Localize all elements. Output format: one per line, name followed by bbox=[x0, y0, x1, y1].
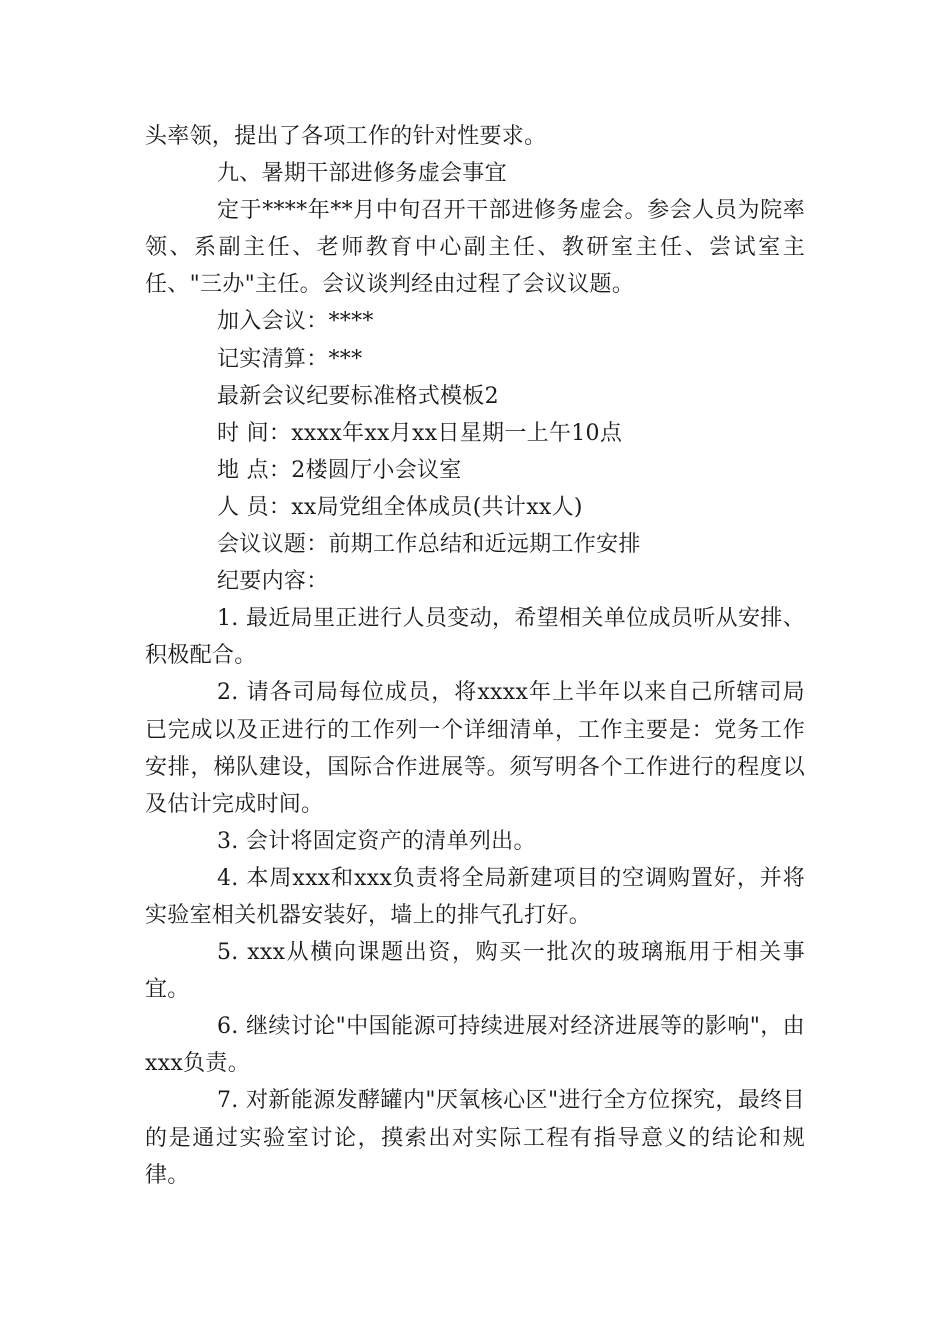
section-heading-nine: 九、暑期干部进修务虚会事宜 bbox=[217, 161, 507, 187]
minutes-item-5: 5. xxx从横向课题出资，购买一批次的玻璃瓶用于相关事宜。 bbox=[145, 940, 805, 1003]
meeting-time: 时 间：xxxx年xx月xx日星期一上午10点 bbox=[217, 420, 623, 446]
minutes-item-7: 7. 对新能源发酵罐内"厌氧核心区"进行全方位探究，最终目的是通过实验室讨论，摸索出对实际工程有指导意义的结论和规律。 bbox=[145, 1088, 805, 1188]
minutes-content-label: 纪要内容： bbox=[217, 569, 329, 595]
minutes-item-3: 3. 会计将固定资产的清单列出。 bbox=[217, 828, 536, 854]
paragraph-continuation: 头率领，提出了各项工作的针对性要求。 bbox=[145, 124, 547, 149]
template-title: 最新会议纪要标准格式模板2 bbox=[217, 383, 499, 409]
document-body bbox=[145, 118, 805, 1194]
recorder-line: 记实清算：*** bbox=[217, 346, 363, 372]
meeting-location: 地 点：2楼圆厅小会议室 bbox=[217, 457, 462, 483]
meeting-topic: 会议议题：前期工作总结和近远期工作安排 bbox=[217, 532, 641, 558]
paragraph-meeting-schedule: 定于****年**月中旬召开干部进修务虚会。参会人员为院率领、系副主任、老师教育中心副主任、教研室主任、尝试室主任、"三办"主任。会议谈判经由过程了会议议题。 bbox=[145, 198, 805, 298]
minutes-item-2: 2. 请各司局每位成员，将xxxx年上半年以来自己所辖司局已完成以及正进行的工作列一个详细清单，工作主要是：党务工作安排，梯队建设，国际合作进展等。须写明各个工作进行的程度以及估计完成时间。 bbox=[145, 680, 805, 817]
attendees-line: 加入会议：**** bbox=[217, 309, 374, 335]
minutes-item-4: 4. 本周xxx和xxx负责将全局新建项目的空调购置好，并将实验室相关机器安装好，墙上的排气孔打好。 bbox=[145, 865, 805, 928]
meeting-personnel: 人 员：xx局党组全体成员(共计xx人) bbox=[217, 494, 583, 520]
minutes-item-6: 6. 继续讨论"中国能源可持续进展对经济进展等的影响"，由xxx负责。 bbox=[145, 1014, 805, 1077]
minutes-item-1: 1. 最近局里正进行人员变动，希望相关单位成员听从安排、积极配合。 bbox=[145, 606, 805, 669]
